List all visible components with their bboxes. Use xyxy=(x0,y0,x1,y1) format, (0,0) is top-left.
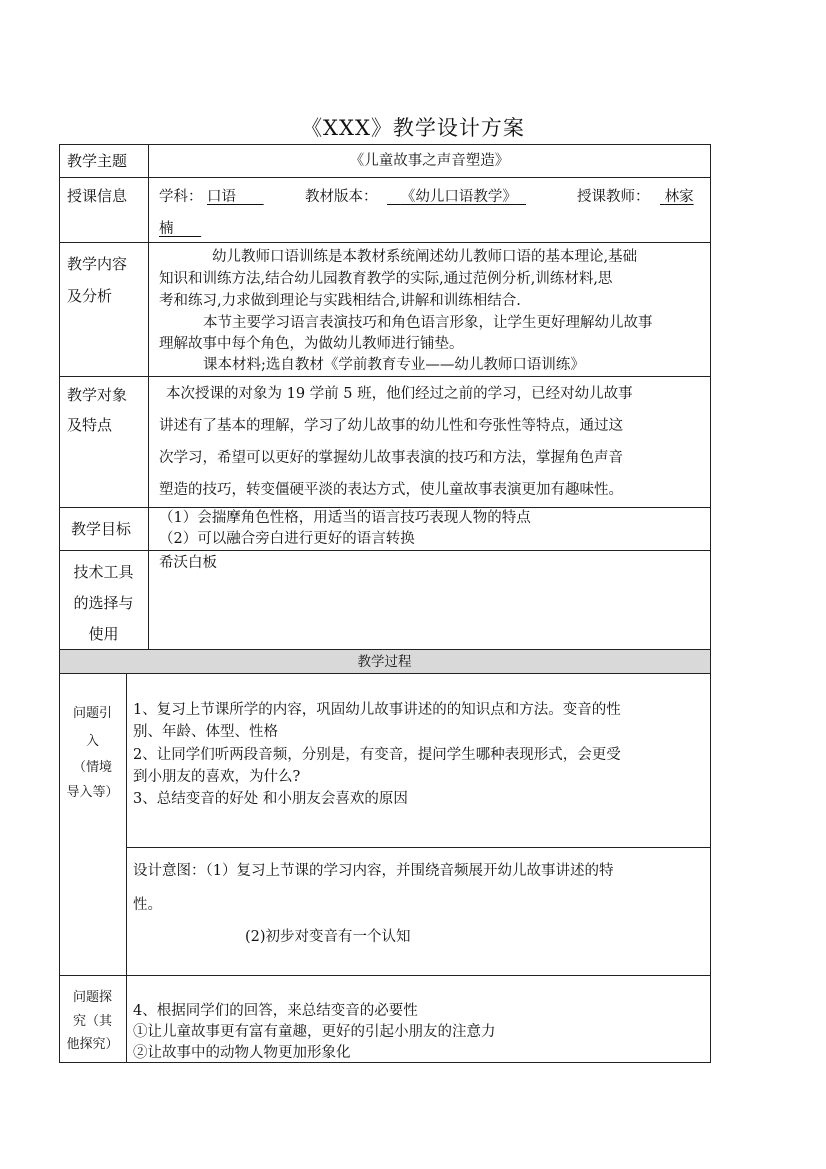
design-intent-line-1: 设计意图：（1）复习上节课的学习内容，并围绕音频展开幼儿故事讲述的特 xyxy=(133,863,614,879)
audience-line-2: 讲述有了基本的理解，学习了幼儿故事的幼儿性和夸张性等特点，通过这 xyxy=(159,418,623,434)
intro-line-2: 别、年龄、体型、性格 xyxy=(133,724,278,740)
intro-label-line3: （情境 xyxy=(72,760,112,775)
document-title: 《XXX》教学设计方案 xyxy=(301,116,525,140)
audience-line-3: 次学习，希望可以更好的掌握幼儿故事表演的技巧和方法，掌握角色声音 xyxy=(159,450,623,466)
tools-label-line1: 技术工具 xyxy=(73,563,134,581)
content-line-1: 幼儿教师口语训练是本教材系统阐述幼儿教师口语的基本理论,基础 xyxy=(212,249,638,265)
content-label-line1: 教学内容 xyxy=(67,255,128,273)
tools-label-line2: 的选择与 xyxy=(73,594,134,612)
content-line-6: 课本材料;选自教材《学前教育专业——幼儿教师口语训练》 xyxy=(203,357,585,373)
process-header: 教学过程 xyxy=(357,654,412,670)
subject-label: 学科： xyxy=(159,189,203,205)
intro-line-3: 2、让同学们听两段音频，分别是，有变音，提问学生哪种表现形式，会更受 xyxy=(133,747,621,763)
tools-value: 希沃白板 xyxy=(159,555,217,571)
intro-label-line2: 入 xyxy=(85,734,99,749)
goal-line-1: （1）会揣摩角色性格，用适当的语言技巧表现人物的特点 xyxy=(159,510,531,526)
audience-line-4: 塑造的技巧，转变僵硬平淡的表达方式，使儿童故事表演更加有趣味性。 xyxy=(159,482,623,498)
teacher-value-line1: 林家 xyxy=(664,189,694,205)
edition-label: 教材版本： xyxy=(305,189,378,205)
intro-label-line4: 导入等） xyxy=(66,785,119,800)
explore-label-line2: 究（其 xyxy=(72,1014,112,1029)
info-label: 授课信息 xyxy=(67,187,128,205)
explore-label-line1: 问题探 xyxy=(72,990,112,1005)
tools-label-line3: 使用 xyxy=(88,625,119,643)
content-label-line2: 及分析 xyxy=(67,287,113,305)
explore-line-2: ①让儿童故事更有富有童趣，更好的引起小朋友的注意力 xyxy=(133,1024,496,1040)
design-intent-line-2: 性。 xyxy=(133,897,162,913)
audience-label-line2: 及特点 xyxy=(67,416,113,434)
topic-label: 教学主题 xyxy=(67,152,128,170)
design-intent-line-3: (2)初步对变音有一个认知 xyxy=(245,929,411,945)
teacher-value-line2: 楠 xyxy=(159,221,174,237)
content-line-5: 理解故事中每个角色，为做幼儿教师进行铺垫。 xyxy=(159,336,464,352)
explore-line-3: ②让故事中的动物人物更加形象化 xyxy=(133,1045,351,1061)
audience-label-line1: 教学对象 xyxy=(67,386,128,404)
intro-line-1: 1、复习上节课所学的内容，巩固幼儿故事讲述的的知识点和方法。变音的性 xyxy=(133,702,621,718)
intro-label-line1: 问题引 xyxy=(72,706,112,721)
explore-line-1: 4、根据同学们的回答，来总结变音的必要性 xyxy=(133,1003,418,1019)
intro-line-5: 3、总结变音的好处 和小朋友会喜欢的原因 xyxy=(133,791,408,807)
edition-value: 《幼儿口语教学》 xyxy=(400,189,517,205)
goal-line-2: （2）可以融合旁白进行更好的语言转换 xyxy=(159,531,415,547)
content-line-3: 考和练习,力求做到理论与实践相结合,讲解和训练相结合. xyxy=(159,293,521,309)
explore-label-line3: 他探究） xyxy=(66,1037,119,1052)
topic-value: 《儿童故事之声音塑造》 xyxy=(349,153,510,169)
goals-label: 教学目标 xyxy=(71,520,132,538)
audience-line-1: 本次授课的对象为 19 学前 5 班，他们经过之前的学习，已经对幼儿故事 xyxy=(166,386,633,402)
content-line-4: 本节主要学习语言表演技巧和角色语言形象，让学生更好理解幼儿故事 xyxy=(203,315,653,331)
teacher-label: 授课教师： xyxy=(577,189,650,205)
content-line-2: 知识和训练方法,结合幼儿园教育教学的实际,通过范例分析,训练材料,思 xyxy=(159,271,613,287)
intro-line-4: 到小朋友的喜欢，为什么? xyxy=(133,769,301,785)
subject-value: 口语 xyxy=(207,189,236,205)
